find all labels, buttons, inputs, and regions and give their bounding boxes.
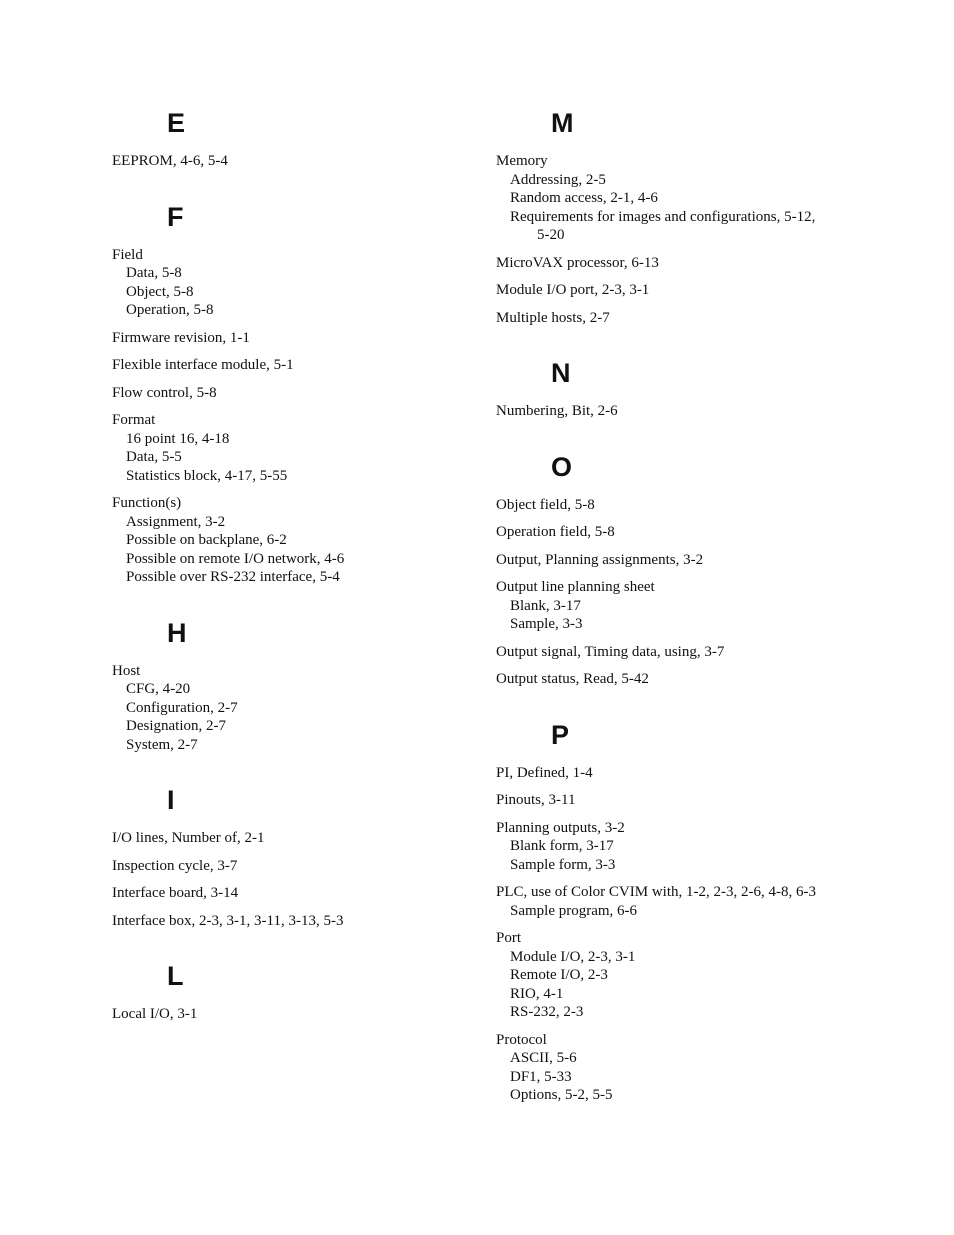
index-term: Operation field, 5-8 — [496, 524, 615, 540]
index-section-p — [496, 715, 826, 1105]
index-entry — [496, 1031, 826, 1105]
section-letter: N — [551, 358, 571, 388]
index-entry — [112, 152, 472, 171]
index-entry — [112, 884, 472, 903]
index-subterm: Random access, 2-1, 4-6 — [510, 190, 658, 206]
index-term: Interface board, 3-14 — [112, 885, 239, 901]
section-letter: O — [551, 451, 573, 482]
index-entry — [496, 819, 826, 875]
index-term: MicroVAX processor, 6-13 — [496, 254, 659, 271]
index-term: Output status, Read, 5-42 — [496, 671, 649, 687]
index-subterm: Remote I/O, 2-3 — [510, 967, 608, 983]
section-letter: P — [551, 719, 570, 750]
index-entry — [112, 494, 472, 587]
index-term: Inspection cycle, 3-7 — [112, 857, 238, 874]
index-section-l — [112, 956, 472, 1024]
index-subterm: DF1, 5-33 — [510, 1068, 572, 1085]
index-subterm: Requirements for images and configurations, 5-12, 5-20 — [510, 208, 816, 243]
index-entry — [112, 1005, 472, 1024]
index-subterm: System, 2-7 — [126, 736, 198, 753]
index-term: Pinouts, 3-11 — [496, 792, 576, 808]
section-letter: F — [167, 201, 184, 232]
index-section-m — [496, 103, 826, 327]
index-column-left — [112, 103, 472, 1050]
index-entry — [496, 551, 826, 570]
index-subterm: Configuration, 2-7 — [126, 699, 238, 716]
index-subterm: Blank, 3-17 — [510, 597, 581, 614]
index-entry — [112, 662, 472, 755]
section-letter: M — [551, 108, 574, 138]
index-term: Function(s) — [112, 495, 182, 511]
index-subterm: Assignment, 3-2 — [126, 513, 226, 530]
index-term: Flow control, 5-8 — [112, 384, 217, 401]
index-term: Module I/O port, 2-3, 3-1 — [496, 282, 650, 298]
index-term: PLC, use of Color CVIM with, 1-2, 2-3, 2-6, 4-8, 6-3 — [496, 884, 816, 900]
index-term: Output line planning sheet — [496, 579, 655, 595]
index-subterm: Module I/O, 2-3, 3-1 — [510, 948, 636, 965]
index-term: Planning outputs, 3-2 — [496, 819, 625, 836]
index-term: EEPROM, 4-6, 5-4 — [112, 153, 228, 169]
section-letter: E — [167, 108, 186, 138]
index-entry — [112, 329, 472, 348]
index-subterm: Options, 5-2, 5-5 — [510, 1087, 613, 1103]
index-entry — [112, 857, 472, 876]
index-term: Numbering, Bit, 2-6 — [496, 403, 618, 419]
section-letter: H — [167, 617, 187, 648]
index-entry — [496, 152, 826, 245]
index-subterm: Possible on remote I/O network, 4-6 — [126, 550, 345, 567]
index-entry — [496, 764, 826, 783]
index-subterm: RIO, 4-1 — [510, 985, 564, 1002]
index-term: Output signal, Timing data, using, 3-7 — [496, 643, 725, 660]
index-entry — [112, 411, 472, 485]
index-entry — [496, 309, 826, 328]
index-term: Local I/O, 3-1 — [112, 1006, 198, 1022]
index-entry — [112, 246, 472, 320]
section-letter: I — [167, 785, 175, 815]
index-term: Object field, 5-8 — [496, 496, 595, 513]
index-subterm: Statistics block, 4-17, 5-55 — [126, 467, 288, 484]
section-letter: L — [167, 961, 184, 991]
index-term: Flexible interface module, 5-1 — [112, 357, 294, 373]
index-entry — [112, 356, 472, 375]
index-entry — [112, 912, 472, 931]
index-subterm: ASCII, 5-6 — [510, 1050, 577, 1066]
index-entry — [496, 523, 826, 542]
index-entry — [496, 496, 826, 515]
index-subterm: CFG, 4-20 — [126, 681, 191, 697]
index-subterm: 16 point 16, 4-18 — [126, 430, 230, 447]
index-entry — [496, 578, 826, 634]
index-section-i — [112, 780, 472, 930]
index-entry — [496, 281, 826, 300]
index-column-right — [496, 103, 826, 1131]
index-term: Field — [112, 246, 143, 263]
index-subterm: Sample form, 3-3 — [510, 856, 616, 873]
index-term: Interface box, 2-3, 3-1, 3-11, 3-13, 5-3 — [112, 912, 344, 929]
index-subterm: Data, 5-8 — [126, 265, 182, 281]
index-subterm: Sample program, 6-6 — [510, 902, 638, 919]
index-subterm: Blank form, 3-17 — [510, 838, 614, 854]
index-entry — [496, 643, 826, 662]
index-term: Format — [112, 412, 156, 428]
index-section-h — [112, 613, 472, 755]
index-term: Multiple hosts, 2-7 — [496, 309, 610, 326]
index-term: Protocol — [496, 1031, 547, 1048]
index-section-e — [112, 103, 472, 171]
index-entry — [112, 829, 472, 848]
index-subterm: Object, 5-8 — [126, 283, 194, 300]
index-section-n — [496, 353, 826, 421]
index-subterm: Operation, 5-8 — [126, 302, 214, 318]
index-section-o — [496, 447, 826, 689]
index-term: Port — [496, 930, 522, 946]
index-entry — [496, 670, 826, 689]
index-term: Firmware revision, 1-1 — [112, 329, 250, 346]
index-term: Host — [112, 662, 141, 679]
index-term: Output, Planning assignments, 3-2 — [496, 551, 704, 568]
index-term: Memory — [496, 153, 548, 169]
index-subterm: Addressing, 2-5 — [510, 171, 606, 188]
index-subterm: Data, 5-5 — [126, 449, 182, 465]
index-entry — [112, 384, 472, 403]
index-subterm: Possible over RS-232 interface, 5-4 — [126, 569, 340, 585]
index-entry — [496, 402, 826, 421]
index-entry — [496, 883, 826, 920]
index-subterm: RS-232, 2-3 — [510, 1004, 584, 1020]
index-subterm: Possible on backplane, 6-2 — [126, 532, 287, 548]
index-section-f — [112, 197, 472, 587]
index-entry — [496, 254, 826, 273]
index-entry — [496, 791, 826, 810]
index-term: I/O lines, Number of, 2-1 — [112, 830, 265, 846]
index-subterm: Sample, 3-3 — [510, 616, 583, 632]
index-subterm: Designation, 2-7 — [126, 718, 226, 734]
index-term: PI, Defined, 1-4 — [496, 764, 593, 781]
index-entry — [496, 929, 826, 1022]
